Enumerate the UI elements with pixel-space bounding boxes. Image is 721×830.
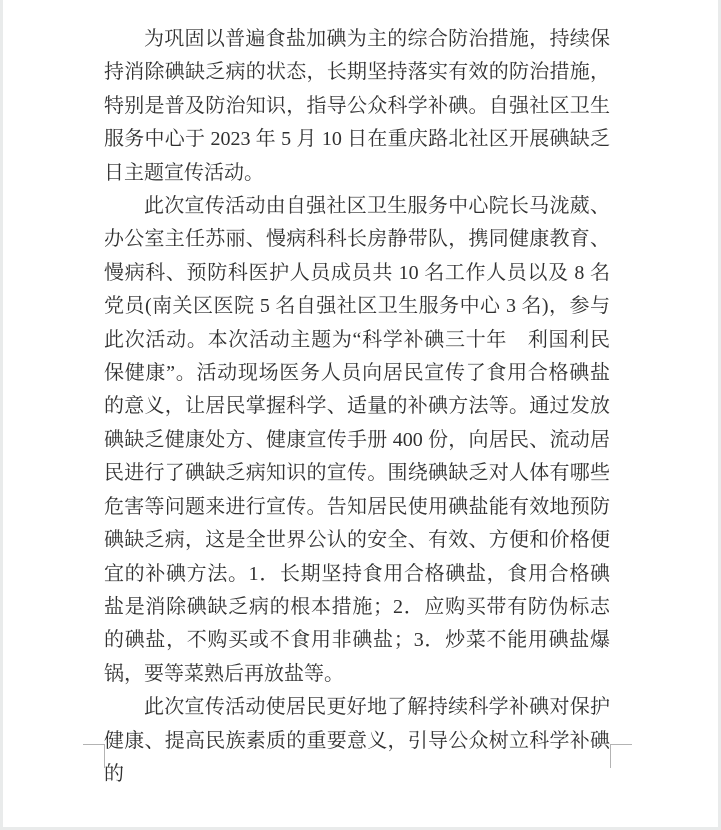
document-text: [104, 23, 610, 791]
margin-crop-mark-bottom-right: [610, 744, 632, 768]
paragraph-activity-details[interactable]: 此次宣传活动由自强社区卫生服务中心院长马泷葳、办公室主任苏丽、慢病科科长房静带队，携同健康教育、慢病科、预防科医护人员成员共 10 名工作人员以及 8 名党员(南关区医院 5 名自强社区卫生服务中心 3 名)，参与此次活动。本次活动主题为“科学补碘三十年 利国利民保健康”。活动现场医务人员向居民宣传了食用合格碘盐的意义，让居民掌握科学、适量的补碘方法等。通过发放碘缺乏健康处方、健康宣传手册 400 份，向居民、流动居民进行了碘缺乏病知识的宣传。围绕碘缺乏对人体有哪些危害等问题来进行宣传。告知居民使用碘盐能有效地预防碘缺乏病，这是全世界公认的安全、有效、方便和价格便宜的补碘方法。1．长期坚持食用合格碘盐，食用合格碘盐是消除碘缺乏病的根本措施；2．应购买带有防伪标志的碘盐，不购买或不食用非碘盐；3．炒菜不能用碘盐爆锅，要等菜熟后再放盐等。: [104, 195, 610, 685]
paragraph-intro[interactable]: 为巩固以普遍食盐加碘为主的综合防治措施，持续保持消除碘缺乏病的状态，长期坚持落实有效的防治措施，特别是普及防治知识，指导公众科学补碘。自强社区卫生服务中心于 2023 年 5 月 10 日在重庆路北社区开展碘缺乏日主题宣传活动。: [104, 28, 610, 184]
document-page[interactable]: [3, 0, 718, 827]
paragraph-conclusion[interactable]: 此次宣传活动使居民更好地了解持续科学补碘对保护健康、提高民族素质的重要意义，引导公众树立科学补碘的: [104, 696, 610, 785]
margin-crop-mark-bottom-left: [83, 744, 105, 768]
